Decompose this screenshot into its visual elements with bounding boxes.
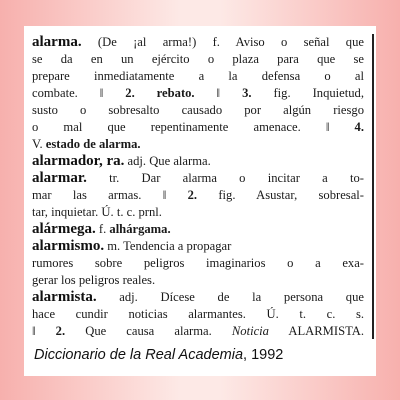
entry-line [32,272,364,289]
definition-text: gerar los peligros reales. [32,273,156,287]
sense-cross-reference: estado de alarma. [45,137,141,151]
headword-alarmista: alarmista. [32,289,97,305]
dictionary-card [24,26,376,376]
headword-alarmar: alarmar. [32,170,87,186]
definition-text: o mal que repentinamente amenace. ‖ [32,120,330,134]
entry-line [32,289,364,306]
headword-alarma: alarma. [32,34,82,50]
entry-line [32,306,364,323]
definition-text: rumores sobre peligros imaginarios o a exa- [32,256,364,270]
sense-cross-reference: 2. rebato. [125,86,195,100]
definition-text: Que causa alarma. [85,324,212,338]
entry-line [32,255,364,272]
definition-text: fig. Inquietud, [273,86,364,100]
entry-line [32,153,364,170]
sense-number: 2. [55,324,66,338]
definition-text: se da en un ejército o plaza para que se [32,52,364,66]
entry-line [32,102,364,119]
headword-alarmismo: alarmismo. [32,238,105,254]
definition-text: (De ¡al arma!) f. Aviso o señal que [97,35,364,49]
definition-text: susto o sobresalto causado por algún riesgo [32,103,364,117]
entry-line [32,85,364,102]
source-caption [34,344,364,366]
definition-text: hace cundir noticias alarmantes. Ú. t. c. s. [32,307,364,321]
source-title: Diccionario de la Real Academia [34,347,244,363]
definition-text: combate. ‖ [32,86,104,100]
definition-text: fig. Asustar, sobresal- [218,188,364,202]
definition-text: tar, inquietar. Ú. t. c. prnl. [32,205,162,219]
entry-line [32,34,364,51]
entry-line [32,170,364,187]
sense-cross-reference: alhárgama. [109,222,171,236]
entry-line [32,221,364,238]
definition-text: tr. Dar alarma o incitar a to- [109,171,364,185]
sense-number: 3. [242,86,252,100]
example-headword: ALARMISTA. [288,324,364,338]
entry-line [32,68,364,85]
dictionary-scan [32,34,374,339]
definition-text: adj. Dícese de la persona que [119,290,364,304]
definition-text: m. Tendencia a propagar [107,239,232,253]
example-text: Noticia [231,324,269,338]
entry-line [32,119,364,136]
definition-text: mar las armas. ‖ [32,188,167,202]
entry-line [32,204,364,221]
entry-line [32,51,364,68]
entry-line [32,238,364,255]
definition-text: f. [98,222,107,236]
sense-number: 4. [354,120,364,134]
definition-text: ‖ [32,324,36,338]
sense-number: 2. [187,188,198,202]
definition-text: V. [32,137,43,151]
entry-line [32,136,364,153]
definition-text: prepare inmediatamente a la defensa o al [32,69,364,83]
entry-line [32,323,364,340]
definition-text: adj. Que alarma. [127,154,211,168]
headword-alarmador: alarmador, ra. [32,153,125,169]
definition-text: ‖ [216,86,221,100]
source-year: , 1992 [243,347,284,363]
headword-alarmega: alármega. [32,221,96,237]
entry-line [32,187,364,204]
